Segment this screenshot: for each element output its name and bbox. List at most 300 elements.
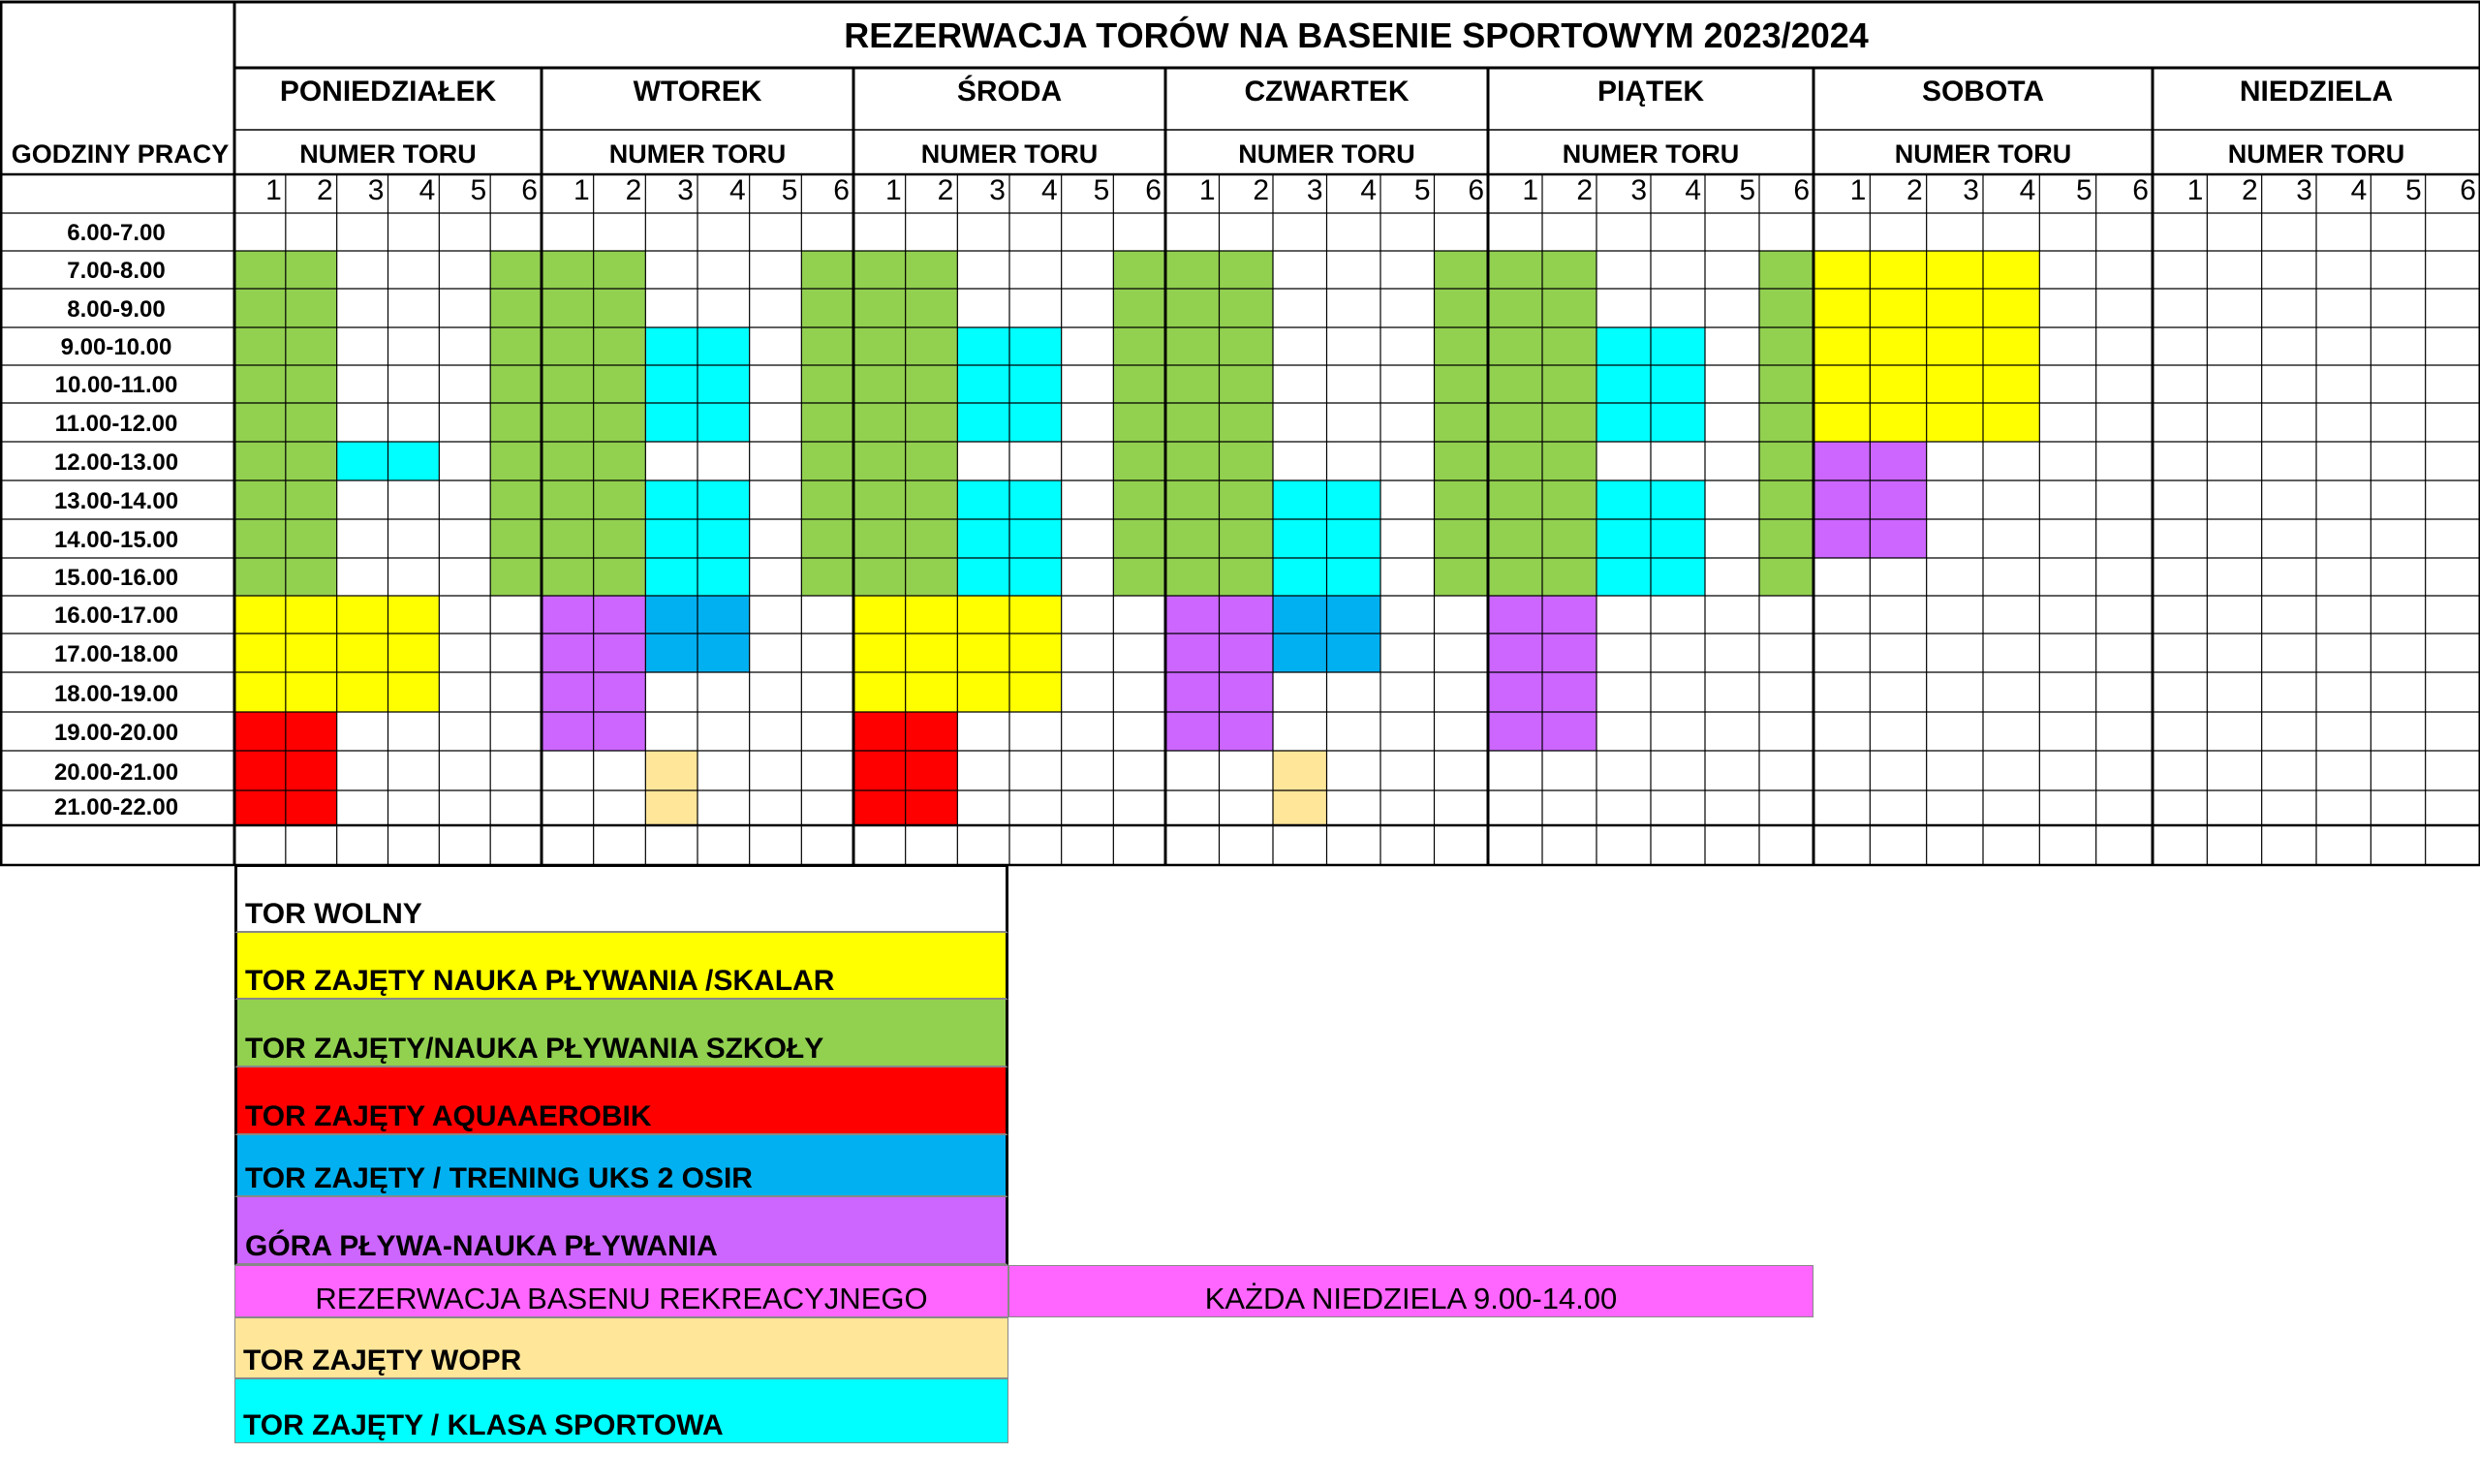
schedule-cell xyxy=(1927,403,1983,442)
lane-number: 1 xyxy=(1849,174,1867,206)
schedule-cell xyxy=(286,327,337,365)
schedule-cell xyxy=(1488,672,1542,712)
schedule-cell xyxy=(1542,596,1596,634)
schedule-cell xyxy=(1165,712,1220,751)
schedule-cell xyxy=(1759,289,1814,327)
schedule-cell xyxy=(594,365,646,403)
schedule-cell xyxy=(1220,365,1274,403)
schedule-cell xyxy=(906,403,958,442)
schedule-cell xyxy=(957,596,1009,634)
schedule-cell xyxy=(542,365,594,403)
schedule-cell xyxy=(957,519,1009,558)
schedule-cell xyxy=(542,442,594,480)
legend-item xyxy=(234,864,1008,933)
lane-number: 4 xyxy=(2019,174,2036,206)
schedule-cell xyxy=(1165,442,1220,480)
schedule-cell xyxy=(234,712,286,751)
schedule-cell xyxy=(490,558,542,596)
schedule-cell xyxy=(698,519,750,558)
schedule-cell xyxy=(1009,596,1062,634)
day-header: CZWARTEK xyxy=(1244,76,1410,108)
lane-number: 2 xyxy=(316,174,333,206)
schedule-cell xyxy=(853,596,906,634)
schedule-cell xyxy=(490,327,542,365)
schedule-cell xyxy=(906,519,958,558)
schedule-cell xyxy=(1596,519,1651,558)
page-title: REZERWACJA TORÓW NA BASENIE SPORTOWYM 2023/2024 xyxy=(844,15,1869,55)
schedule-cell xyxy=(853,672,906,712)
schedule-cell xyxy=(594,596,646,634)
hour-label: 18.00-19.00 xyxy=(53,681,179,707)
schedule-cell xyxy=(801,480,853,519)
schedule-cell xyxy=(388,596,440,634)
schedule-cell xyxy=(1220,480,1274,519)
day-header: SOBOTA xyxy=(1921,76,2045,108)
lane-number: 1 xyxy=(1522,174,1538,206)
schedule-cell xyxy=(1220,712,1274,751)
schedule-cell xyxy=(1759,327,1814,365)
lane-number: 1 xyxy=(1198,174,1216,206)
legend-note xyxy=(1008,1265,1814,1317)
schedule-cell xyxy=(490,403,542,442)
schedule-cell xyxy=(1870,403,1926,442)
legend-label: GÓRA PŁYWA-NAUKA PŁYWANIA xyxy=(245,1230,718,1262)
schedule-cell xyxy=(1220,596,1274,634)
schedule-cell xyxy=(1273,558,1327,596)
schedule-cell xyxy=(1651,327,1705,365)
schedule-cell xyxy=(1165,480,1220,519)
schedule-cell xyxy=(234,519,286,558)
schedule-cell xyxy=(1983,365,2039,403)
schedule-cell xyxy=(853,712,906,751)
schedule-cell xyxy=(1165,558,1220,596)
schedule-cell xyxy=(234,442,286,480)
legend-item xyxy=(234,1197,1008,1265)
schedule-cell xyxy=(1273,751,1327,790)
legend-item xyxy=(234,1378,1008,1443)
schedule-cell xyxy=(594,327,646,365)
schedule-cell xyxy=(645,596,698,634)
schedule-cell xyxy=(1220,672,1274,712)
schedule-cell xyxy=(542,558,594,596)
schedule-cell xyxy=(1009,672,1062,712)
schedule-cell xyxy=(853,365,906,403)
schedule-cell xyxy=(490,442,542,480)
schedule-cell xyxy=(594,442,646,480)
schedule-cell xyxy=(1983,251,2039,289)
schedule-cell xyxy=(286,289,337,327)
schedule-cell xyxy=(853,634,906,672)
hour-label: 20.00-21.00 xyxy=(53,759,179,786)
legend-label: TOR ZAJĘTY AQUAAEROBIK xyxy=(245,1100,652,1132)
day-header: ŚRODA xyxy=(956,76,1063,108)
schedule-cell xyxy=(853,251,906,289)
lane-number: 5 xyxy=(781,174,798,206)
lane-number: 4 xyxy=(418,174,436,206)
legend-item xyxy=(234,1265,1008,1317)
schedule-cell xyxy=(234,558,286,596)
schedule-cell xyxy=(234,790,286,825)
schedule-cell xyxy=(1165,519,1220,558)
schedule-cell xyxy=(853,558,906,596)
schedule-cell xyxy=(1927,327,1983,365)
schedule-cell xyxy=(1542,289,1596,327)
schedule-cell xyxy=(1327,480,1381,519)
schedule-cell xyxy=(1435,365,1489,403)
lane-number-header: NUMER TORU xyxy=(1562,139,1740,169)
schedule-cell xyxy=(853,751,906,790)
schedule-cell xyxy=(957,634,1009,672)
schedule-cell xyxy=(1488,558,1542,596)
schedule-cell xyxy=(853,442,906,480)
lane-number: 2 xyxy=(937,174,954,206)
schedule-cell xyxy=(645,519,698,558)
schedule-cell xyxy=(906,289,958,327)
schedule-cell xyxy=(1327,596,1381,634)
schedule-cell xyxy=(957,480,1009,519)
hour-label: 21.00-22.00 xyxy=(53,794,179,820)
schedule-cell xyxy=(1113,289,1165,327)
schedule-cell xyxy=(286,596,337,634)
lane-number: 4 xyxy=(728,174,746,206)
hour-label: 6.00-7.00 xyxy=(67,220,166,246)
legend-item xyxy=(234,1067,1008,1135)
schedule-cell xyxy=(698,558,750,596)
schedule-cell xyxy=(801,289,853,327)
schedule-cell xyxy=(234,634,286,672)
schedule-cell xyxy=(594,289,646,327)
schedule-cell xyxy=(1651,365,1705,403)
hour-label: 11.00-12.00 xyxy=(54,411,178,437)
schedule-cell xyxy=(1435,519,1489,558)
schedule-cell xyxy=(594,403,646,442)
hour-label: 8.00-9.00 xyxy=(67,296,166,323)
lane-number: 6 xyxy=(1793,174,1810,206)
hour-label: 13.00-14.00 xyxy=(53,488,179,514)
schedule-cell xyxy=(1435,251,1489,289)
schedule-cell xyxy=(1220,519,1274,558)
day-header: NIEDZIELA xyxy=(2239,76,2394,108)
schedule-cell xyxy=(1435,480,1489,519)
schedule-cell xyxy=(1651,480,1705,519)
legend-label: TOR ZAJĘTY / TRENING UKS 2 OSIR xyxy=(245,1162,753,1194)
schedule-cell xyxy=(801,442,853,480)
schedule-cell xyxy=(490,480,542,519)
schedule-cell xyxy=(1759,403,1814,442)
schedule-cell xyxy=(1814,403,1870,442)
lane-number: 3 xyxy=(367,174,385,206)
lane-number: 5 xyxy=(470,174,487,206)
schedule-cell xyxy=(1814,442,1870,480)
schedule-cell xyxy=(542,327,594,365)
schedule-cell xyxy=(906,751,958,790)
lane-number: 4 xyxy=(1040,174,1058,206)
schedule-cell xyxy=(1009,365,1062,403)
schedule-cell xyxy=(1596,403,1651,442)
lane-number-header: NUMER TORU xyxy=(608,139,787,169)
lane-number: 5 xyxy=(1413,174,1431,206)
schedule-cell xyxy=(1113,519,1165,558)
lane-number: 3 xyxy=(677,174,694,206)
lane-number: 6 xyxy=(1468,174,1484,206)
schedule-cell xyxy=(1814,327,1870,365)
schedule-cell xyxy=(1870,327,1926,365)
schedule-cell xyxy=(1542,519,1596,558)
schedule-cell xyxy=(1542,634,1596,672)
legend-note-label: KAŻDA NIEDZIELA 9.00-14.00 xyxy=(1204,1282,1618,1315)
legend-item xyxy=(234,1000,1008,1067)
schedule-cell xyxy=(801,558,853,596)
schedule-cell xyxy=(286,480,337,519)
lane-number-header: NUMER TORU xyxy=(299,139,477,169)
hours-header: GODZINY PRACY xyxy=(11,139,230,169)
schedule-cell xyxy=(1542,558,1596,596)
schedule-cell xyxy=(906,790,958,825)
schedule-cell xyxy=(286,519,337,558)
schedule-cell xyxy=(1113,251,1165,289)
schedule-cell xyxy=(542,712,594,751)
schedule-cell xyxy=(1542,480,1596,519)
schedule-cell xyxy=(594,634,646,672)
hour-label: 19.00-20.00 xyxy=(53,720,179,746)
schedule-cell xyxy=(853,480,906,519)
schedule-cell xyxy=(388,442,440,480)
schedule-cell xyxy=(594,712,646,751)
schedule-cell xyxy=(957,672,1009,712)
lane-number: 2 xyxy=(625,174,642,206)
lane-number: 4 xyxy=(1685,174,1701,206)
schedule-cell xyxy=(698,403,750,442)
schedule-cell xyxy=(1165,403,1220,442)
schedule-cell xyxy=(906,712,958,751)
schedule-cell xyxy=(801,327,853,365)
legend-label: TOR WOLNY xyxy=(245,898,422,930)
schedule-cell xyxy=(645,558,698,596)
schedule-cell xyxy=(286,712,337,751)
schedule-cell xyxy=(1927,251,1983,289)
lane-number: 3 xyxy=(2296,174,2312,206)
schedule-cell xyxy=(1983,289,2039,327)
schedule-cell xyxy=(698,365,750,403)
schedule-cell xyxy=(234,596,286,634)
lane-number: 3 xyxy=(989,174,1006,206)
schedule-cell xyxy=(1870,480,1926,519)
schedule-cell xyxy=(1870,365,1926,403)
schedule-cell xyxy=(1220,327,1274,365)
lane-number: 5 xyxy=(1093,174,1110,206)
schedule-cell xyxy=(1113,403,1165,442)
schedule-cell xyxy=(1759,251,1814,289)
lane-number: 6 xyxy=(833,174,850,206)
schedule-cell xyxy=(1220,442,1274,480)
legend-item xyxy=(234,933,1008,1000)
schedule-cell xyxy=(1273,634,1327,672)
schedule-cell xyxy=(906,672,958,712)
schedule-cell xyxy=(1542,712,1596,751)
schedule-cell xyxy=(1814,251,1870,289)
lane-number: 6 xyxy=(2460,174,2476,206)
day-header: WTOREK xyxy=(633,76,762,108)
schedule-cell xyxy=(957,403,1009,442)
schedule-cell xyxy=(853,289,906,327)
schedule-cell xyxy=(594,672,646,712)
lane-number: 3 xyxy=(1963,174,1979,206)
schedule-cell xyxy=(1927,289,1983,327)
lane-number: 5 xyxy=(2075,174,2092,206)
schedule-cell xyxy=(1273,519,1327,558)
schedule-cell xyxy=(906,442,958,480)
schedule-cell xyxy=(234,751,286,790)
schedule-cell xyxy=(1814,365,1870,403)
day-header: PONIEDZIAŁEK xyxy=(279,76,497,108)
lane-number: 5 xyxy=(1739,174,1755,206)
schedule-cell xyxy=(337,442,388,480)
schedule-cell xyxy=(234,403,286,442)
hour-label: 7.00-8.00 xyxy=(67,258,166,284)
schedule-cell xyxy=(1165,327,1220,365)
schedule-cell xyxy=(542,289,594,327)
schedule-cell xyxy=(645,790,698,825)
schedule-cell xyxy=(1009,403,1062,442)
schedule-cell xyxy=(337,634,388,672)
schedule-cell xyxy=(1542,672,1596,712)
schedule-cell xyxy=(490,365,542,403)
schedule-cell xyxy=(906,365,958,403)
schedule-cell xyxy=(542,403,594,442)
schedule-cell xyxy=(1113,365,1165,403)
lane-number-header: NUMER TORU xyxy=(1894,139,2072,169)
lane-number: 2 xyxy=(1253,174,1269,206)
schedule-cell xyxy=(1596,365,1651,403)
schedule-cell xyxy=(645,480,698,519)
schedule-cell xyxy=(1759,442,1814,480)
hour-label: 12.00-13.00 xyxy=(53,449,179,476)
lane-number-header: NUMER TORU xyxy=(1238,139,1415,169)
schedule-cell xyxy=(1009,634,1062,672)
schedule-cell xyxy=(388,634,440,672)
hour-label: 10.00-11.00 xyxy=(54,372,178,398)
lane-number: 6 xyxy=(2132,174,2149,206)
schedule-cell xyxy=(853,519,906,558)
schedule-cell xyxy=(853,790,906,825)
schedule-cell xyxy=(801,403,853,442)
schedule-cell xyxy=(906,251,958,289)
schedule-cell xyxy=(286,251,337,289)
schedule-cell xyxy=(1273,790,1327,825)
lane-number: 1 xyxy=(884,174,902,206)
schedule-cell xyxy=(957,558,1009,596)
schedule-cell xyxy=(286,558,337,596)
legend-label: TOR ZAJĘTY NAUKA PŁYWANIA /SKALAR xyxy=(245,965,835,997)
schedule-cell xyxy=(1220,403,1274,442)
schedule-cell xyxy=(234,251,286,289)
schedule-cell xyxy=(1113,442,1165,480)
schedule-cell xyxy=(1220,634,1274,672)
schedule-cell xyxy=(1009,519,1062,558)
lane-number-header: NUMER TORU xyxy=(920,139,1099,169)
schedule-cell xyxy=(1596,558,1651,596)
lane-number: 2 xyxy=(2241,174,2258,206)
lane-number: 1 xyxy=(573,174,590,206)
lane-number: 2 xyxy=(1576,174,1593,206)
schedule-cell xyxy=(1542,365,1596,403)
lane-number: 1 xyxy=(2186,174,2204,206)
schedule-cell xyxy=(801,365,853,403)
schedule-cell xyxy=(1542,251,1596,289)
lane-number: 3 xyxy=(1630,174,1647,206)
schedule-cell xyxy=(1651,519,1705,558)
schedule-cell xyxy=(906,558,958,596)
legend-label: TOR ZAJĘTY/NAUKA PŁYWANIA SZKOŁY xyxy=(245,1033,824,1065)
schedule-cell xyxy=(337,596,388,634)
schedule-cell xyxy=(801,251,853,289)
schedule-cell xyxy=(1759,365,1814,403)
schedule-cell xyxy=(388,672,440,712)
lane-number: 6 xyxy=(1145,174,1162,206)
schedule-cell xyxy=(1651,558,1705,596)
schedule-cell xyxy=(234,289,286,327)
schedule-cell xyxy=(1488,289,1542,327)
schedule-cell xyxy=(1759,519,1814,558)
schedule-cell xyxy=(286,365,337,403)
schedule-cell xyxy=(1542,403,1596,442)
schedule-cell xyxy=(1983,327,2039,365)
schedule-cell xyxy=(698,327,750,365)
schedule-cell xyxy=(1488,634,1542,672)
schedule-cell xyxy=(957,327,1009,365)
schedule-cell xyxy=(594,251,646,289)
schedule-cell xyxy=(1435,442,1489,480)
schedule-cell xyxy=(594,480,646,519)
schedule-cell xyxy=(1870,251,1926,289)
schedule-cell xyxy=(801,519,853,558)
schedule-cell xyxy=(594,519,646,558)
schedule-cell xyxy=(1273,596,1327,634)
schedule-cell xyxy=(1435,289,1489,327)
schedule-cell xyxy=(906,634,958,672)
schedule-cell xyxy=(853,403,906,442)
hour-label: 9.00-10.00 xyxy=(60,334,172,360)
lane-number: 3 xyxy=(1306,174,1323,206)
schedule-cell xyxy=(1759,558,1814,596)
schedule-cell xyxy=(1488,480,1542,519)
hour-label: 15.00-16.00 xyxy=(53,565,179,591)
schedule-cell xyxy=(1327,558,1381,596)
schedule-cell xyxy=(645,403,698,442)
schedule-cell xyxy=(1488,442,1542,480)
schedule-cell xyxy=(1009,480,1062,519)
schedule-cell xyxy=(1870,519,1926,558)
schedule-cell xyxy=(542,596,594,634)
schedule-cell xyxy=(698,634,750,672)
schedule-cell xyxy=(1542,442,1596,480)
hour-label: 16.00-17.00 xyxy=(53,603,179,629)
schedule-cell xyxy=(1814,480,1870,519)
schedule-cell xyxy=(1165,672,1220,712)
schedule-cell xyxy=(1009,558,1062,596)
legend-label: TOR ZAJĘTY / KLASA SPORTOWA xyxy=(243,1409,724,1441)
schedule-cell xyxy=(1220,558,1274,596)
schedule-cell xyxy=(698,480,750,519)
schedule-cell xyxy=(1870,442,1926,480)
schedule-cell xyxy=(1009,327,1062,365)
schedule-cell xyxy=(286,634,337,672)
schedule-cell xyxy=(1435,403,1489,442)
schedule-cell xyxy=(1220,289,1274,327)
schedule-cell xyxy=(337,672,388,712)
schedule-cell xyxy=(1165,634,1220,672)
lane-number: 1 xyxy=(265,174,282,206)
